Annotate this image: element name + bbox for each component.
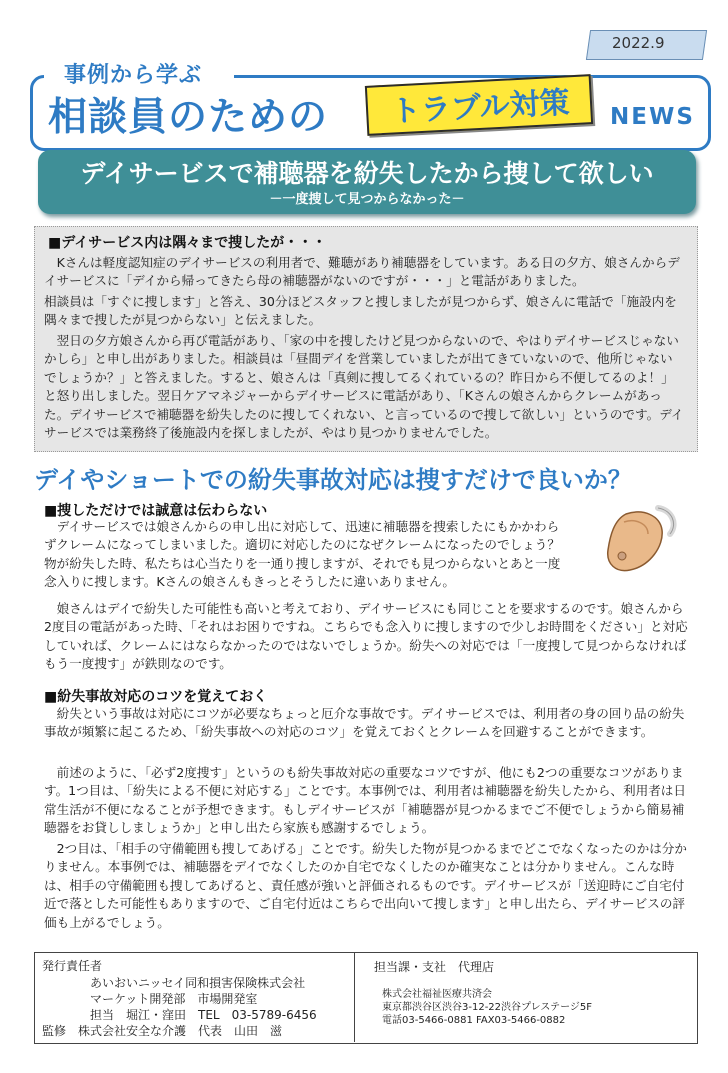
case-paragraph-1: Kさんは軽度認知症のデイサービスの利用者で、難聴があり補聴器をしています。ある日の夕方、娘さんからデイサービスに「デイから帰ってきたら母の補聴器がないのですが・・・」と電話がありました。 <box>44 255 680 289</box>
sincerity-paragraph-1: デイサービスでは娘さんからの申し出に対応して、迅速に補聴器を捜索したにもかかわらずクレームになってしまいました。適切に対応したのになぜクレームになったのでしょう？物が紛失した時、私たちは心当たりを一通り捜しますが、それでも見つからないとあと一度念入りに捜します。Kさんの娘さんもきっとそうしたに違いありません。 <box>44 519 561 590</box>
issuer-company: あいおいニッセイ同和損害保険株式会社 <box>90 976 306 990</box>
header-subtitle: 事例から学ぶ <box>64 63 203 88</box>
case-paragraph-3: 翌日の夕方娘さんから再び電話があり、「家の中を捜したけど見つからないので、やはりデイサービスじゃないかしら」と申し出がありました。相談員は「昼間デイを営業していましたが出てきていないので、他所じゃないでしょうか？」と答えました。すると、娘さんは「真剣に捜してるくれているの？昨日から不便してるのよ！」と怒り出しました。翌日ケアマネジャーからデイサービスに電話があり、「Kさんの娘さんからクレームがあった。デイサービスで補聴器を紛失したのに捜してくれない、と言っているので捜して欲しい」というのです。デイサービスでは業務終了後施設内を探しましたが、やはり見つかりませんでした。 <box>44 333 684 441</box>
tips-paragraph-1: 紛失という事故は対応にコツが必要なちょっと厄介な事故です。デイサービスでは、利用者の身の回り品の紛失事故が頻繁に起こるため、「紛失事故への対応のコツ」を覚えておくとクレームを回避することができます。 <box>44 706 685 740</box>
sincerity-paragraph-2: 娘さんはデイで紛失した可能性も高いと考えており、デイサービスにも同じことを要求するのです。娘さんから2度目の電話があった時、「それはお困りですね。こちらでも念入りに捜しますので少しお時間をください」と対応していれば、クレームにはならなかったのではないでしょうか。紛失への対応では「一度捜して見つからなければもう一度捜す」が鉄則なのです。 <box>44 601 688 672</box>
case-heading: ■デイサービス内は隅々まで捜したが・・・ <box>48 235 327 251</box>
tips-paragraph-2: 前述のように、「必ず2度捜す」というのも紛失事故対応の重要なコツですが、他にも2つの重要なコツがあります。1つ目は、「紛失による不便に対応する」ことです。本事例では、利用者は補聴器を紛失したから、利用者は日常生活が不便になることが予想できます。もしデイサービスが「補聴器が見つかるまでご不便でしょうから簡易補聴器をお貸ししましょうか」と申し出たら家族も感謝するでしょう。 <box>44 765 686 836</box>
tips-paragraph-3: 2つ目は、「相手の守備範囲も捜してあげる」ことです。紛失した物が見つかるまでどこでなくなったのかは分かりません。本事例では、補聴器をデイでなくしたのか自宅でなくしたのか確実なことは分かりません。こんな時は、相手の守備範囲も捜してあげると、責任感が強いと評価されるものです。デイサービスが「送迎時にご自宅付近で落とした可能性もありますので、ご自宅付近はこちらで出向いて捜します」と申し出たら、デイサービスの評価も上がるでしょう。 <box>44 841 687 930</box>
issue-date: 2022.9 <box>612 34 665 52</box>
case-paragraph-2: 相談員は「すぐに捜します」と答え、30分ほどスタッフと捜しましたが見つからず、娘さんに電話で「施設内を隅々まで捜したが見つからない」と伝えました。 <box>44 294 677 328</box>
news-label: NEWS <box>610 104 695 130</box>
agent-phone: 電話03-5466-0881 FAX03-5466-0882 <box>382 1015 566 1026</box>
trouble-label: トラブル対策 <box>389 85 571 130</box>
hearing-aid-icon <box>596 500 686 578</box>
headline-subtitle: －一度捜して見つからなかった－ <box>269 192 465 207</box>
subheading-tips: ■紛失事故対応のコツを覚えておく <box>44 689 268 705</box>
section-title: デイやショートでの紛失事故対応は捜すだけで良いか？ <box>34 466 632 494</box>
agent-label: 担当課・支社 代理店 <box>374 960 495 974</box>
agent-address: 東京都渋谷区渋谷3-12-22渋谷プレステージ5F <box>382 1002 593 1013</box>
agent-name: 株式会社福祉医療共済会 <box>382 989 492 1000</box>
supervisor: 監修 株式会社安全な介護 代表 山田 滋 <box>42 1024 283 1038</box>
subheading-sincerity: ■捜しただけでは誠意は伝わらない <box>44 503 268 519</box>
header-title: 相談員のための <box>48 95 329 140</box>
headline-title: デイサービスで補聴器を紛失したから捜して欲しい <box>80 159 654 188</box>
issuer-department: マーケット開発部 市場開発室 <box>90 992 258 1006</box>
issuer-label: 発行責任者 <box>42 959 103 973</box>
issuer-contact: 担当 堀江・窪田 TEL 03-5789-6456 <box>90 1008 317 1022</box>
